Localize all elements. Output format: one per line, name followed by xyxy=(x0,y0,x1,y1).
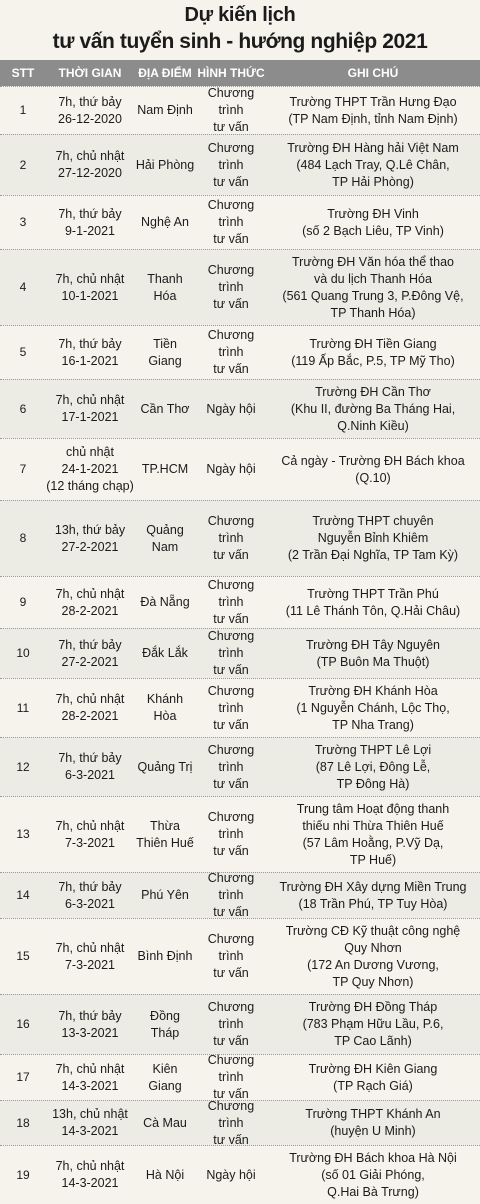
cell-place: Thanh Hóa xyxy=(147,271,183,303)
table-body xyxy=(0,86,480,1204)
cell-form: Chương trình tư vấn xyxy=(207,578,255,626)
cell-place: Nghệ An xyxy=(141,215,189,229)
table-row xyxy=(0,994,480,1054)
cell-form: Chương trình tư vấn xyxy=(207,1098,255,1147)
cell-form: Chương trình tư vấn xyxy=(207,810,255,858)
table-row xyxy=(0,576,480,628)
table-row xyxy=(0,325,480,379)
cell-place: Quảng Nam xyxy=(146,522,184,554)
cell-time: 13h, chủ nhật 14-3-2021 xyxy=(52,1107,128,1138)
header-form: HÌNH THỨC xyxy=(197,66,265,80)
table-row xyxy=(0,918,480,994)
cell-note: Trung tâm Hoạt động thanh thiếu nhi Thừa Thiên Huế (57 Lâm Hoằng, P.Vỹ Dạ, TP Huế) xyxy=(296,801,450,867)
header-time: THỜI GIAN xyxy=(58,66,122,80)
table-header xyxy=(0,60,480,86)
cell-stt: 7 xyxy=(19,462,27,476)
cell-time: 7h, chủ nhật 28-2-2021 xyxy=(55,692,125,723)
cell-place: Phú Yên xyxy=(141,888,189,902)
cell-time: 7h, thứ bảy 27-2-2021 xyxy=(58,637,122,669)
cell-time: 7h, chủ nhật 7-3-2021 xyxy=(55,940,125,972)
cell-stt: 3 xyxy=(19,215,27,229)
table-row xyxy=(0,737,480,796)
cell-stt: 11 xyxy=(16,700,30,715)
cell-form: Chương trình tư vấn xyxy=(207,1000,255,1048)
cell-stt: 4 xyxy=(19,280,27,294)
cell-place: Quảng Trị xyxy=(137,759,193,774)
cell-note: Trường ĐH Bách khoa Hà Nội (số 01 Giải Phóng, Q.Hai Bà Trưng) xyxy=(289,1150,457,1199)
cell-time: 7h, chủ nhật 14-3-2021 xyxy=(55,1159,125,1190)
cell-place: Cần Thơ xyxy=(140,401,190,416)
cell-time: 7h, chủ nhật 27-12-2020 xyxy=(55,149,125,180)
cell-note: Trường ĐH Vinh (số 2 Bạch Liêu, TP Vinh) xyxy=(302,206,444,238)
cell-time: 7h, chủ nhật 28-2-2021 xyxy=(55,586,125,618)
cell-note: Trường THPT Trần Phú (11 Lê Thánh Tôn, Q.Hải Châu) xyxy=(285,586,461,618)
cell-note: Trường THPT Trần Hưng Đạo (TP Nam Định, tỉnh Nam Định) xyxy=(288,94,458,126)
cell-stt: 14 xyxy=(16,888,30,902)
cell-form: Chương trình tư vấn xyxy=(207,629,255,677)
cell-stt: 1 xyxy=(19,103,27,117)
cell-note: Trường ĐH Cần Thơ (Khu II, đường Ba Tháng Hai, Q.Ninh Kiều) xyxy=(290,384,456,433)
cell-form: Chương trình tư vấn xyxy=(207,514,255,562)
cell-place: Đà Nẵng xyxy=(140,595,190,609)
table-row xyxy=(0,249,480,325)
title-block xyxy=(0,0,480,60)
cell-place: Nam Định xyxy=(137,103,193,117)
cell-form: Chương trình tư vấn xyxy=(207,932,255,980)
cell-place: Đồng Tháp xyxy=(150,1008,180,1040)
cell-form: Chương trình tư vấn xyxy=(207,263,255,311)
table-row xyxy=(0,678,480,737)
cell-note: Trường ĐH Hàng hải Việt Nam (484 Lạch Tray, Q.Lê Chân, TP Hải Phòng) xyxy=(287,140,459,189)
cell-form: Chương trình tư vấn xyxy=(207,871,255,919)
cell-place: Khánh Hòa xyxy=(146,692,184,723)
cell-stt: 17 xyxy=(16,1070,30,1084)
cell-form: Chương trình tư vấn xyxy=(207,328,255,376)
cell-stt: 9 xyxy=(19,595,27,609)
cell-time: chủ nhật 24-1-2021 (12 tháng chạp) xyxy=(46,445,134,493)
cell-form: Ngày hội xyxy=(206,401,256,416)
cell-stt: 8 xyxy=(19,531,27,545)
cell-note: Trường ĐH Kiên Giang (TP Rạch Giá) xyxy=(308,1061,438,1093)
cell-stt: 5 xyxy=(19,345,27,359)
table-row xyxy=(0,1100,480,1145)
cell-time: 7h, thứ bảy 13-3-2021 xyxy=(58,1008,122,1040)
cell-note: Trường ĐH Văn hóa thể thao và du lịch Thanh Hóa (561 Quang Trung 3, P.Đông Vệ, TP Thanh Hóa) xyxy=(282,254,464,320)
table-row xyxy=(0,872,480,918)
cell-place: Hà Nội xyxy=(145,1167,185,1182)
cell-time: 7h, thứ bảy 6-3-2021 xyxy=(58,751,122,782)
table-row xyxy=(0,134,480,195)
table-row xyxy=(0,438,480,500)
table-row xyxy=(0,86,480,134)
cell-note: Trường THPT chuyên Nguyễn Bỉnh Khiêm (2 Trần Đại Nghĩa, TP Tam Kỳ) xyxy=(287,514,459,562)
table-row xyxy=(0,195,480,249)
header-stt: STT xyxy=(11,66,35,80)
cell-note: Trường ĐH Xây dựng Miền Trung (18 Trần Phú, TP Tuy Hòa) xyxy=(279,879,467,911)
cell-form: Chương trình tư vấn xyxy=(207,1053,255,1101)
cell-form: Chương trình tư vấn xyxy=(207,198,255,246)
cell-time: 7h, chủ nhật 10-1-2021 xyxy=(55,271,125,303)
table-row xyxy=(0,500,480,576)
cell-form: Ngày hội xyxy=(206,1167,256,1182)
cell-stt: 6 xyxy=(19,401,27,416)
cell-place: TP.HCM xyxy=(141,462,189,476)
cell-form: Chương trình tư vấn xyxy=(207,140,255,189)
table-row xyxy=(0,628,480,678)
cell-time: 7h, chủ nhật 7-3-2021 xyxy=(55,818,125,850)
table-row xyxy=(0,1145,480,1204)
cell-time: 7h, chủ nhật 14-3-2021 xyxy=(55,1061,125,1093)
cell-place: Thừa Thiên Huế xyxy=(136,818,194,850)
cell-note: Trường ĐH Tây Nguyên (TP Buôn Ma Thuột) xyxy=(306,637,440,669)
table-row xyxy=(0,379,480,438)
cell-note: Trường ĐH Tiền Giang (119 Ấp Bắc, P.5, TP Mỹ Tho) xyxy=(291,336,455,368)
header-note: GHI CHÚ xyxy=(347,66,399,80)
cell-stt: 10 xyxy=(16,646,30,660)
cell-stt: 12 xyxy=(16,759,30,774)
cell-stt: 18 xyxy=(16,1115,30,1130)
cell-place: Kiên Giang xyxy=(148,1061,182,1093)
cell-place: Đắk Lắk xyxy=(142,646,188,660)
cell-form: Chương trình tư vấn xyxy=(207,742,255,791)
cell-time: 7h, thứ bảy 16-1-2021 xyxy=(58,336,122,368)
table-row xyxy=(0,1054,480,1100)
cell-place: Hải Phòng xyxy=(135,157,195,172)
cell-form: Chương trình tư vấn xyxy=(207,683,255,732)
cell-time: 7h, chủ nhật 17-1-2021 xyxy=(55,393,125,424)
cell-stt: 16 xyxy=(16,1017,30,1031)
cell-note: Trường ĐH Khánh Hòa (1 Nguyễn Chánh, Lộc Thọ, TP Nha Trang) xyxy=(296,683,450,732)
table-row xyxy=(0,796,480,872)
cell-note: Cả ngày - Trường ĐH Bách khoa (Q.10) xyxy=(281,453,465,485)
cell-form: Ngày hội xyxy=(206,462,256,476)
cell-stt: 2 xyxy=(19,157,27,172)
cell-note: Trường THPT Khánh An (huyện U Minh) xyxy=(305,1107,441,1138)
cell-place: Cà Mau xyxy=(143,1115,187,1130)
header-place: ĐỊA ĐIỂM xyxy=(138,66,192,80)
cell-note: Trường CĐ Kỹ thuật công nghệ Quy Nhơn (172 An Dương Vương, TP Quy Nhơn) xyxy=(285,923,461,989)
page-subtitle: tư vấn tuyển sinh - hướng nghiệp 2021 xyxy=(52,30,428,53)
cell-stt: 15 xyxy=(16,949,30,963)
cell-place: Tiền Giang xyxy=(148,336,182,368)
cell-time: 13h, thứ bảy 27-2-2021 xyxy=(54,522,126,554)
cell-note: Trường THPT Lê Lợi (87 Lê Lợi, Đông Lễ, TP Đông Hà) xyxy=(314,742,432,791)
cell-note: Trường ĐH Đồng Tháp (783 Phạm Hữu Lầu, P.6, TP Cao Lãnh) xyxy=(302,1000,444,1048)
cell-time: 7h, thứ bảy 6-3-2021 xyxy=(58,879,122,911)
page-title: Dự kiến lịch xyxy=(184,4,296,26)
cell-stt: 19 xyxy=(16,1167,30,1182)
cell-time: 7h, thứ bảy 9-1-2021 xyxy=(58,206,122,238)
cell-place: Bình Định xyxy=(137,949,193,963)
cell-stt: 13 xyxy=(16,827,30,841)
cell-form: Chương trình tư vấn xyxy=(207,86,255,134)
cell-time: 7h, thứ bảy 26-12-2020 xyxy=(58,94,122,126)
